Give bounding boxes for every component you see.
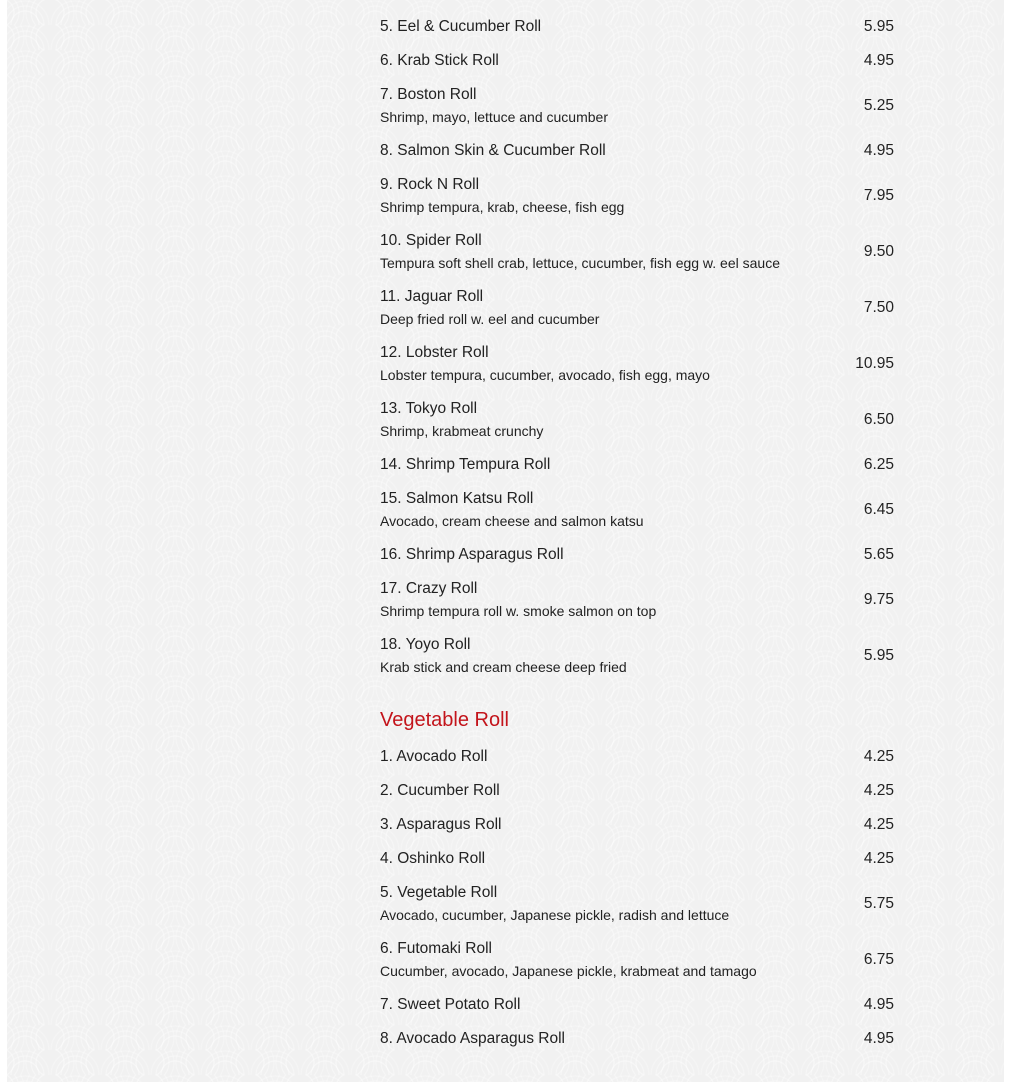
item-price: 9.75 (863, 591, 894, 608)
item-price: 4.25 (863, 816, 894, 833)
menu-item (380, 392, 894, 448)
item-price: 10.95 (855, 355, 894, 372)
item-name: 17. Crazy Roll (380, 580, 478, 597)
item-price: 5.95 (863, 18, 894, 35)
page-left-edge (0, 0, 7, 1082)
item-price: 4.95 (863, 142, 894, 159)
item-price: 6.75 (863, 951, 894, 968)
item-price: 7.95 (863, 187, 894, 204)
menu-item (380, 740, 894, 774)
item-name: 8. Salmon Skin & Cucumber Roll (380, 142, 606, 159)
item-price: 7.50 (863, 299, 894, 316)
item-price: 6.45 (863, 501, 894, 518)
item-price: 4.25 (863, 850, 894, 867)
item-name: 10. Spider Roll (380, 232, 482, 249)
item-description: Avocado, cream cheese and salmon katsu (380, 513, 644, 529)
item-name: 8. Avocado Asparagus Roll (380, 1030, 565, 1047)
item-name: 13. Tokyo Roll (380, 400, 478, 417)
item-price: 6.50 (863, 411, 894, 428)
item-price: 5.95 (863, 647, 894, 664)
item-price: 4.95 (863, 996, 894, 1013)
menu-item (380, 774, 894, 808)
menu-item (380, 168, 894, 224)
item-description: Tempura soft shell crab, lettuce, cucumber, fish egg w. eel sauce (380, 255, 780, 271)
section-title-vegetable-roll: Vegetable Roll (380, 709, 509, 731)
item-description: Krab stick and cream cheese deep fried (380, 659, 627, 675)
item-price: 4.95 (863, 52, 894, 69)
item-price: 5.25 (863, 97, 894, 114)
item-name: 9. Rock N Roll (380, 176, 480, 193)
item-description: Cucumber, avocado, Japanese pickle, krabmeat and tamago (380, 963, 757, 979)
item-description: Shrimp tempura, krab, cheese, fish egg (380, 199, 625, 215)
item-name: 6. Krab Stick Roll (380, 52, 499, 69)
item-name: 15. Salmon Katsu Roll (380, 490, 534, 507)
menu-item (380, 482, 894, 538)
item-name: 3. Asparagus Roll (380, 816, 502, 833)
item-name: 4. Oshinko Roll (380, 850, 486, 867)
item-price: 4.95 (863, 1030, 894, 1047)
item-name: 7. Sweet Potato Roll (380, 996, 521, 1013)
menu-item (380, 44, 894, 78)
menu-item (380, 572, 894, 628)
item-price: 5.65 (863, 546, 894, 563)
menu-item (380, 224, 894, 280)
menu-item (380, 134, 894, 168)
item-price: 9.50 (863, 243, 894, 260)
item-name: 18. Yoyo Roll (380, 636, 471, 653)
item-description: Shrimp, krabmeat crunchy (380, 423, 544, 439)
item-description: Shrimp tempura roll w. smoke salmon on top (380, 603, 657, 619)
item-name: 1. Avocado Roll (380, 748, 488, 765)
menu-item (380, 1022, 894, 1056)
item-description: Lobster tempura, cucumber, avocado, fish egg, mayo (380, 367, 710, 383)
menu-item (380, 448, 894, 482)
item-price: 4.25 (863, 782, 894, 799)
menu-item (380, 538, 894, 572)
item-name: 16. Shrimp Asparagus Roll (380, 546, 564, 563)
menu-item (380, 876, 894, 932)
item-name: 6. Futomaki Roll (380, 940, 492, 957)
item-name: 11. Jaguar Roll (380, 288, 484, 305)
page-right-edge (1004, 0, 1011, 1082)
item-description: Shrimp, mayo, lettuce and cucumber (380, 109, 608, 125)
menu-item (380, 808, 894, 842)
menu-item (380, 280, 894, 336)
menu-item (380, 336, 894, 392)
item-price: 5.75 (863, 895, 894, 912)
item-description: Avocado, cucumber, Japanese pickle, radish and lettuce (380, 907, 730, 923)
item-name: 14. Shrimp Tempura Roll (380, 456, 551, 473)
item-price: 6.25 (863, 456, 894, 473)
item-name: 12. Lobster Roll (380, 344, 489, 361)
item-description: Deep fried roll w. eel and cucumber (380, 311, 600, 327)
menu-item (380, 78, 894, 134)
menu-item (380, 628, 894, 684)
item-price: 4.25 (863, 748, 894, 765)
menu-item (380, 842, 894, 876)
menu-item (380, 988, 894, 1022)
menu-item (380, 932, 894, 988)
menu-content (380, 10, 894, 1056)
item-name: 5. Eel & Cucumber Roll (380, 18, 542, 35)
item-name: 7. Boston Roll (380, 86, 477, 103)
item-name: 2. Cucumber Roll (380, 782, 500, 799)
menu-item (380, 10, 894, 44)
item-name: 5. Vegetable Roll (380, 884, 498, 901)
